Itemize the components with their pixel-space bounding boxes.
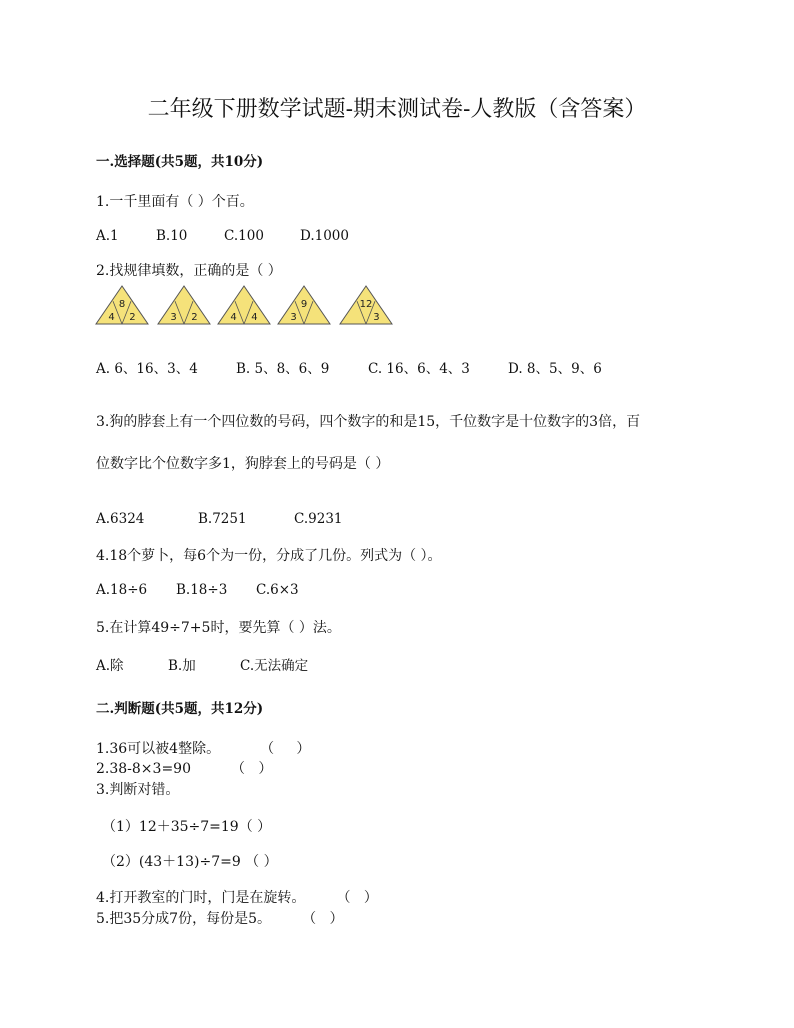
triangle-top-number: 8: [118, 298, 126, 310]
judge-4: 4.打开教室的门时，门是在旋转。 （ ）: [96, 890, 378, 906]
option-d: D. 8、5、9、6: [508, 361, 602, 377]
judge-3-1: （1）12＋35÷7=19（ ）: [102, 819, 272, 835]
triangle-top-number: 12: [359, 298, 373, 310]
option-c: C.无法确定: [240, 658, 309, 674]
option-b: B.加: [168, 658, 196, 674]
triangle-left-number: 4: [108, 312, 115, 323]
judge-3-2: （2）(43＋13)÷7=9 （ ）: [102, 854, 278, 870]
option-b: B.7251: [198, 511, 247, 527]
triangle-left-number: 3: [170, 312, 177, 323]
option-b: B.10: [156, 228, 188, 244]
option-a: A.6324: [96, 511, 145, 527]
section2-heading: 二.判断题(共5题，共12分): [96, 701, 264, 717]
question-1-2: 2.找规律填数，正确的是（ ）: [96, 263, 282, 279]
option-d: D.1000: [300, 228, 349, 244]
judge-5: 5.把35分成7份，每份是5。 （ ）: [96, 911, 344, 927]
number-triangle: [218, 286, 270, 324]
triangle-top-number: 9: [300, 298, 308, 310]
option-a: A.除: [96, 658, 124, 674]
number-triangles-svg: [96, 284, 396, 326]
number-triangle: [278, 286, 330, 324]
option-b: B.18÷3: [176, 582, 228, 598]
judge-2: 2.38-8×3=90 （ ）: [96, 761, 273, 777]
option-b: B. 5、8、6、9: [236, 361, 330, 377]
triangle-right-number: 2: [129, 312, 136, 323]
option-c: C.9231: [294, 511, 343, 527]
number-triangles-figure: [96, 284, 396, 326]
question-1-5: 5.在计算49÷7+5时，要先算（ ）法。: [96, 620, 341, 636]
triangle-right-number: 3: [373, 312, 380, 323]
number-triangle: [158, 286, 210, 324]
triangle-right-number: 4: [251, 312, 258, 323]
option-a: A.1: [96, 228, 119, 244]
section1-heading: 一.选择题(共5题，共10分): [96, 154, 264, 170]
triangle-left-number: 4: [230, 312, 237, 323]
question-1-1: 1.一千里面有（ ）个百。: [96, 194, 254, 210]
question-1-3-line2: 位数字比个位数字多1，狗脖套上的号码是（ ）: [96, 456, 390, 472]
option-a: A.18÷6: [96, 582, 148, 598]
triangle-shape: [158, 286, 210, 324]
option-a: A. 6、16、3、4: [96, 361, 198, 377]
option-c: C.6×3: [256, 582, 299, 598]
document-title: 二年级下册数学试题-期末测试卷-人教版（含答案）: [147, 97, 647, 122]
number-triangle: [340, 286, 392, 324]
judge-3: 3.判断对错。: [96, 782, 180, 798]
triangle-shape: [218, 286, 270, 324]
number-triangle: [96, 286, 148, 324]
option-c: C. 16、6、4、3: [368, 361, 470, 377]
triangle-left-number: 3: [290, 312, 297, 323]
question-1-3-line1: 3.狗的脖套上有一个四位数的号码，四个数字的和是15，千位数字是十位数字的3倍，百: [96, 414, 641, 430]
option-c: C.100: [224, 228, 264, 244]
question-1-4: 4.18个萝卜，每6个为一份，分成了几份。列式为（ ）。: [96, 548, 442, 564]
triangle-right-number: 2: [191, 312, 198, 323]
judge-1: 1.36可以被4整除。 （ ）: [96, 741, 311, 757]
